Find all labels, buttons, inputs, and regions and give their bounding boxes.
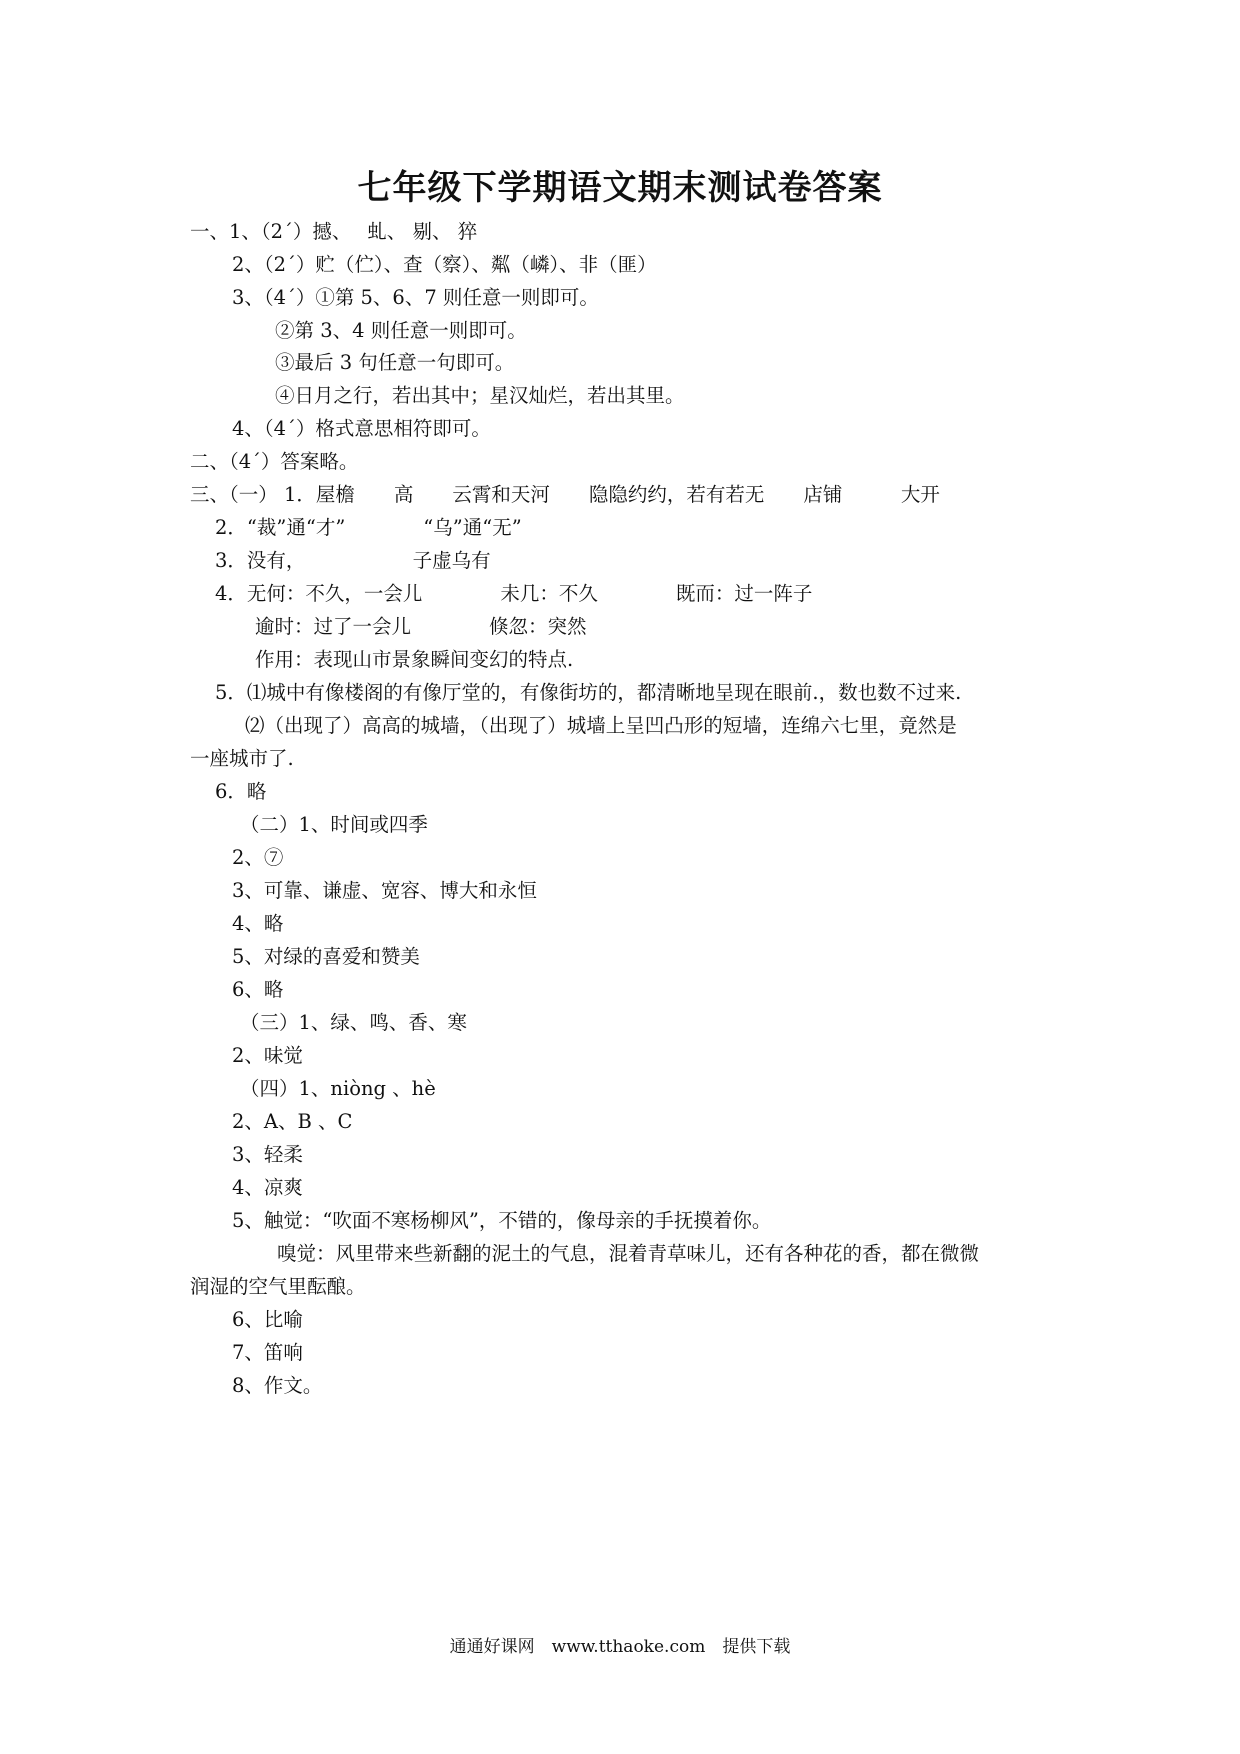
- answer-line: （四）1、niòng 、hè: [240, 1077, 436, 1100]
- answer-line: 4．无何：不久，一会儿 未几：不久 既而：过一阵子: [215, 582, 813, 605]
- answer-line: 2、A、B 、C: [232, 1110, 353, 1133]
- page-footer: 通通好课网 www.tthaoke.com 提供下载: [449, 1637, 791, 1657]
- answer-line: 逾时：过了一会儿 倏忽：突然: [255, 615, 587, 638]
- answer-line: 嗅觉：风里带来些新翻的泥土的气息，混着青草味儿，还有各种花的香，都在微微: [277, 1242, 980, 1265]
- answer-line: 3、轻柔: [232, 1143, 303, 1166]
- answer-line: 8、作文。: [232, 1374, 323, 1397]
- answer-line: 4、（4´）格式意思相符即可。: [232, 417, 491, 440]
- answer-line: 5．⑴城中有像楼阁的有像厅堂的，有像街坊的，都清晰地呈现在眼前.，数也数不过来.: [215, 681, 962, 704]
- answer-line: ⑵（出现了）高高的城墙，（出现了）城墙上呈凹凸形的短墙，连绵六七里，竟然是: [245, 714, 957, 737]
- answer-line: 6．略: [215, 780, 267, 803]
- answer-line: 三、（一） 1．屋檐 高 云霄和天河 隐隐约约，若有若无 店铺 大开: [190, 483, 940, 506]
- answer-line: 二、（4´）答案略。: [190, 450, 359, 473]
- answer-line: 6、比喻: [232, 1308, 303, 1331]
- answer-line: 6、略: [232, 978, 284, 1001]
- answer-line: 4、凉爽: [232, 1176, 303, 1199]
- answer-line: 作用：表现山市景象瞬间变幻的特点.: [255, 648, 574, 671]
- answer-line: （二）1、时间或四季: [240, 813, 428, 836]
- answer-line: 5、触觉：“吹面不寒杨柳风”，不错的，像母亲的手抚摸着你。: [232, 1209, 772, 1232]
- page-title: 七年级下学期语文期末测试卷答案: [357, 168, 883, 208]
- answer-line: 3、可靠、谦虚、宽容、博大和永恒: [232, 879, 537, 902]
- answer-line: 4、略: [232, 912, 284, 935]
- answer-line: （三）1、绿、鸣、香、寒: [240, 1011, 467, 1034]
- answer-line: 一、1、（2´）撼、 虬、 剔、 猝: [190, 220, 478, 243]
- answer-line: ②第 3、4 则任意一则即可。: [275, 319, 527, 342]
- answer-line: 7、笛响: [232, 1341, 303, 1364]
- answer-line: 3．没有， 子虚乌有: [215, 549, 491, 572]
- answer-line: 5、对绿的喜爱和赞美: [232, 945, 420, 968]
- answer-line: 2．“裁”通“才” “乌”通“无”: [215, 516, 522, 539]
- answer-line: ③最后 3 句任意一句即可。: [275, 351, 515, 374]
- answer-line: 2、味觉: [232, 1044, 303, 1067]
- answer-line: ④日月之行，若出其中；星汉灿烂，若出其里。: [275, 384, 685, 407]
- answer-line: 2、（2´）贮（伫）、查（察）、粼（嶙）、非（匪）: [232, 253, 657, 276]
- answer-line: 一座城市了.: [190, 747, 294, 770]
- answer-line: 2、⑦: [232, 846, 284, 869]
- answer-line: 3、（4´）①第 5、6、7 则任意一则即可。: [232, 286, 599, 309]
- answer-line: 润湿的空气里酝酿。: [190, 1275, 366, 1298]
